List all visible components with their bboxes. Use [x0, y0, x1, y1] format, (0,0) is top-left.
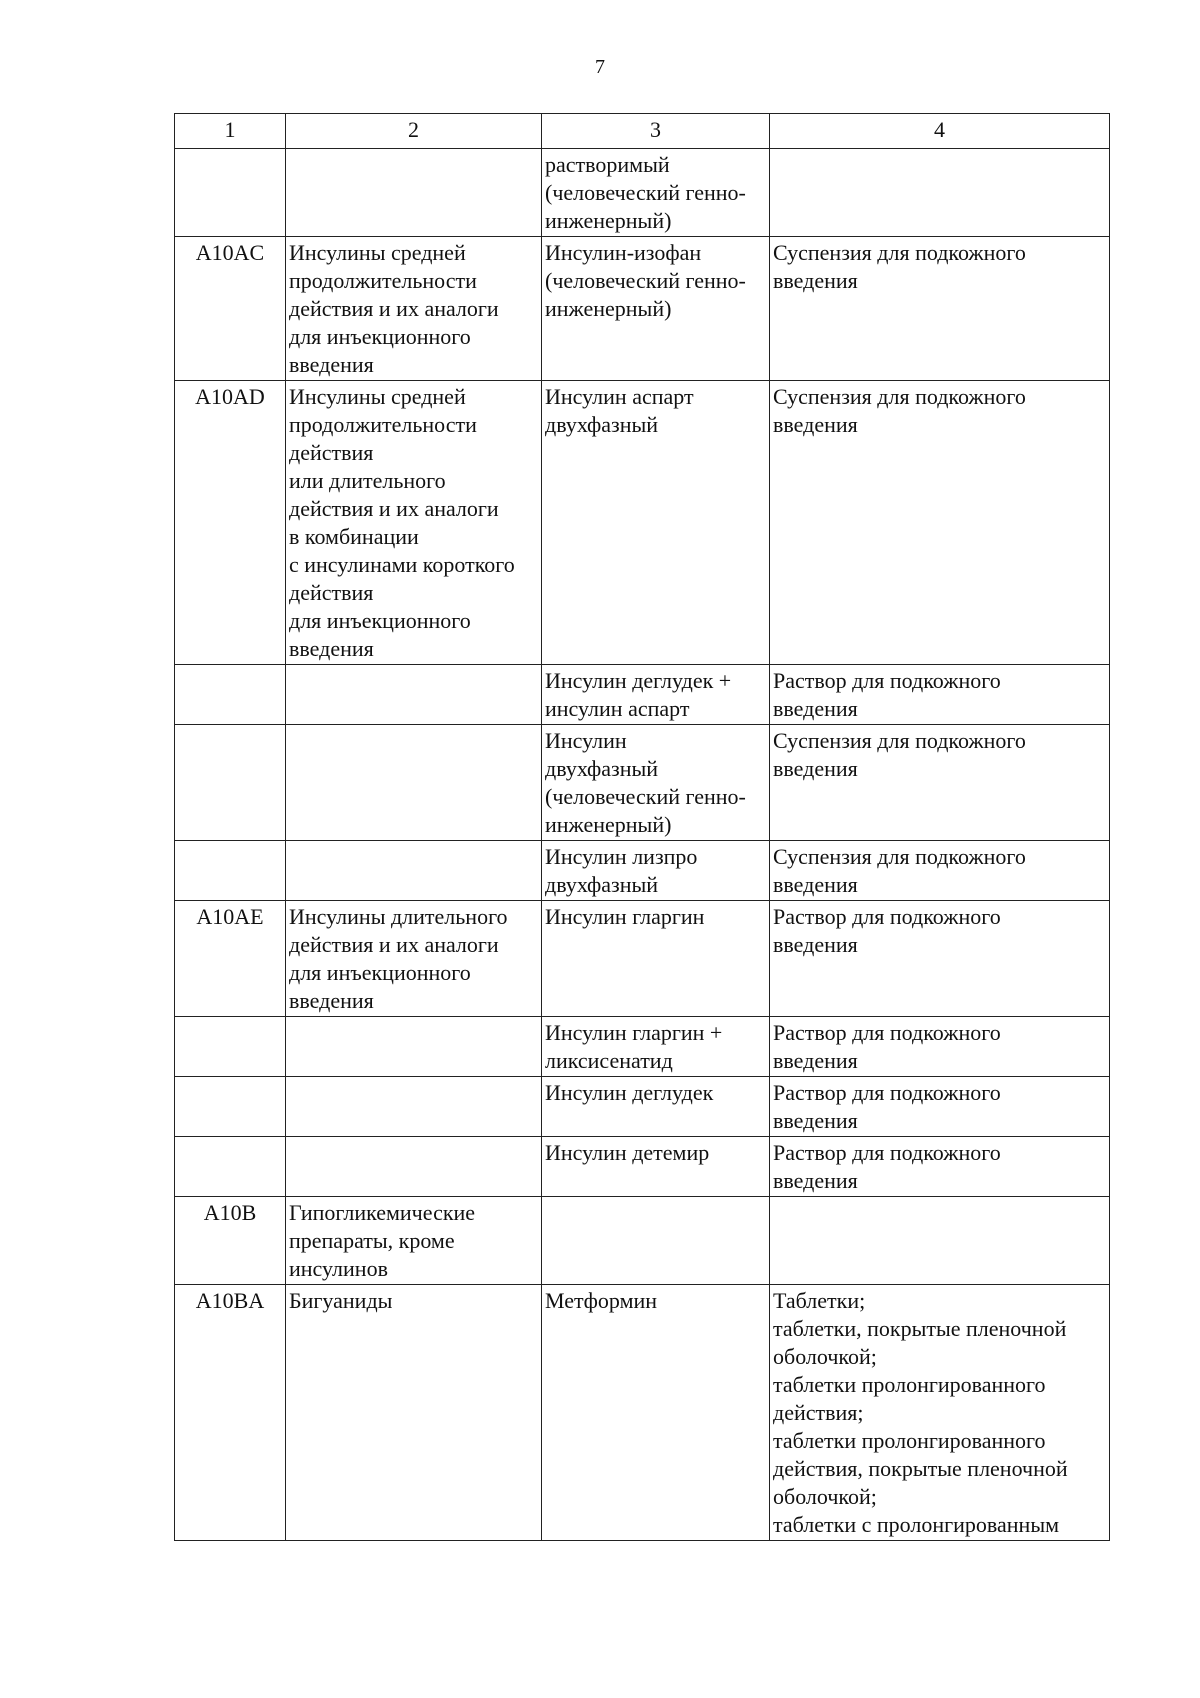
substance-cell: Инсулин аспарт двухфазный — [542, 381, 770, 665]
atc-code-cell — [175, 665, 286, 725]
dosage-form-cell: Раствор для подкожного введения — [770, 901, 1110, 1017]
header-cell-2: 2 — [286, 114, 542, 149]
substance-cell — [542, 1197, 770, 1285]
group-cell: Инсулины длительного действия и их аналоги для инъекционного введения — [286, 901, 542, 1017]
dosage-form-cell — [770, 149, 1110, 237]
substance-cell: Метформин — [542, 1285, 770, 1541]
atc-code-cell: A10BA — [175, 1285, 286, 1541]
header-cell-4: 4 — [770, 114, 1110, 149]
atc-code-cell: A10AD — [175, 381, 286, 665]
atc-code-cell — [175, 1077, 286, 1137]
table-row — [175, 901, 1110, 1017]
group-cell — [286, 1137, 542, 1197]
atc-code-cell — [175, 1137, 286, 1197]
group-cell — [286, 665, 542, 725]
table-row — [175, 1017, 1110, 1077]
page-number: 7 — [595, 56, 605, 78]
dosage-form-cell: Суспензия для подкожного введения — [770, 841, 1110, 901]
table-row — [175, 381, 1110, 665]
table-row — [175, 1197, 1110, 1285]
atc-code-cell — [175, 725, 286, 841]
drug-table — [174, 113, 1110, 1541]
substance-cell: Инсулин гларгин + ликсисенатид — [542, 1017, 770, 1077]
substance-cell: Инсулин-изофан (человеческий генно- инженерный) — [542, 237, 770, 381]
dosage-form-cell: Таблетки; таблетки, покрытые пленочной оболочкой; таблетки пролонгированного действия; таблетки пролонгированного действия, покрытые пленочной оболочкой; таблетки с пролонгированным — [770, 1285, 1110, 1541]
table-row — [175, 1285, 1110, 1541]
table-header-row — [175, 114, 1110, 149]
group-cell — [286, 1077, 542, 1137]
header-cell-3: 3 — [542, 114, 770, 149]
substance-cell: Инсулин лизпро двухфазный — [542, 841, 770, 901]
atc-code-cell: A10AC — [175, 237, 286, 381]
atc-code-cell — [175, 149, 286, 237]
dosage-form-cell: Суспензия для подкожного введения — [770, 237, 1110, 381]
dosage-form-cell — [770, 1197, 1110, 1285]
atc-code-cell: A10AE — [175, 901, 286, 1017]
table-row — [175, 841, 1110, 901]
substance-cell: Инсулин гларгин — [542, 901, 770, 1017]
table-row — [175, 149, 1110, 237]
table-row — [175, 1137, 1110, 1197]
substance-cell: Инсулин деглудек — [542, 1077, 770, 1137]
dosage-form-cell: Суспензия для подкожного введения — [770, 381, 1110, 665]
table-row — [175, 665, 1110, 725]
group-cell — [286, 1017, 542, 1077]
group-cell — [286, 841, 542, 901]
substance-cell: растворимый (человеческий генно- инженерный) — [542, 149, 770, 237]
group-cell: Гипогликемические препараты, кроме инсулинов — [286, 1197, 542, 1285]
group-cell: Инсулины средней продолжительности действия и их аналоги для инъекционного введения — [286, 237, 542, 381]
atc-code-cell: A10B — [175, 1197, 286, 1285]
substance-cell: Инсулин двухфазный (человеческий генно- инженерный) — [542, 725, 770, 841]
dosage-form-cell: Раствор для подкожного введения — [770, 665, 1110, 725]
substance-cell: Инсулин детемир — [542, 1137, 770, 1197]
header-cell-1: 1 — [175, 114, 286, 149]
dosage-form-cell: Раствор для подкожного введения — [770, 1017, 1110, 1077]
table-row — [175, 237, 1110, 381]
dosage-form-cell: Раствор для подкожного введения — [770, 1077, 1110, 1137]
group-cell — [286, 725, 542, 841]
atc-code-cell — [175, 841, 286, 901]
table-row — [175, 725, 1110, 841]
atc-code-cell — [175, 1017, 286, 1077]
group-cell: Бигуаниды — [286, 1285, 542, 1541]
dosage-form-cell: Раствор для подкожного введения — [770, 1137, 1110, 1197]
table-row — [175, 1077, 1110, 1137]
group-cell — [286, 149, 542, 237]
dosage-form-cell: Суспензия для подкожного введения — [770, 725, 1110, 841]
group-cell: Инсулины средней продолжительности действия или длительного действия и их аналоги в комбинации с инсулинами короткого действия для инъекционного введения — [286, 381, 542, 665]
substance-cell: Инсулин деглудек + инсулин аспарт — [542, 665, 770, 725]
